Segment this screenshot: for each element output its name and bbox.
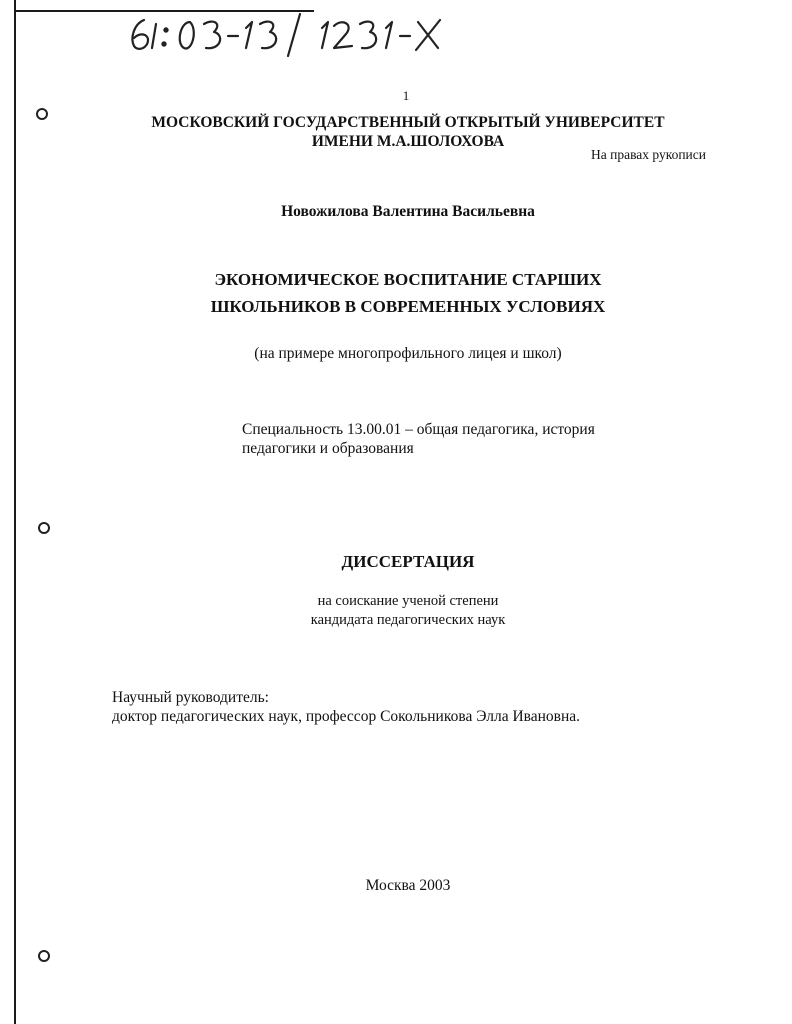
university-name bbox=[0, 113, 792, 151]
binder-hole-icon bbox=[38, 522, 50, 534]
dissertation-title bbox=[0, 266, 792, 320]
handwritten-archive-mark bbox=[128, 8, 488, 58]
title-line-2: ШКОЛЬНИКОВ В СОВРЕМЕННЫХ УСЛОВИЯХ bbox=[210, 297, 606, 316]
city-year: Москва 2003 bbox=[365, 877, 451, 894]
scientific-supervisor bbox=[112, 688, 580, 726]
supervisor-name: доктор педагогических наук, профессор Сокольникова Элла Ивановна. bbox=[112, 708, 581, 725]
supervisor-label: Научный руководитель: bbox=[112, 689, 269, 706]
dissertation-subtitle: (на примере многопрофильного лицея и школ) bbox=[254, 345, 562, 362]
degree-line-1: на соискание ученой степени bbox=[317, 593, 499, 609]
title-line-1: ЭКОНОМИЧЕСКОЕ ВОСПИТАНИЕ СТАРШИХ bbox=[214, 270, 602, 289]
author-name: Новожилова Валентина Васильевна bbox=[281, 203, 535, 220]
scan-edge-left bbox=[14, 0, 16, 1024]
manuscript-rights-note: На правах рукописи bbox=[590, 147, 706, 162]
specialty-line-2: педагогики и образования bbox=[242, 440, 414, 457]
specialty-line-1: Специальность 13.00.01 – общая педагогика, история bbox=[242, 421, 595, 438]
university-name-line-1: МОСКОВСКИЙ ГОСУДАРСТВЕННЫЙ ОТКРЫТЫЙ УНИВЕРСИТЕТ bbox=[151, 114, 665, 131]
degree-sought bbox=[0, 592, 792, 630]
page-number: 1 bbox=[402, 88, 410, 103]
specialty bbox=[242, 420, 595, 458]
binder-hole-icon bbox=[38, 950, 50, 962]
university-name-line-2: ИМЕНИ М.А.ШОЛОХОВА bbox=[311, 133, 505, 150]
degree-line-2: кандидата педагогических наук bbox=[310, 612, 506, 628]
document-type-heading: ДИССЕРТАЦИЯ bbox=[341, 552, 475, 571]
